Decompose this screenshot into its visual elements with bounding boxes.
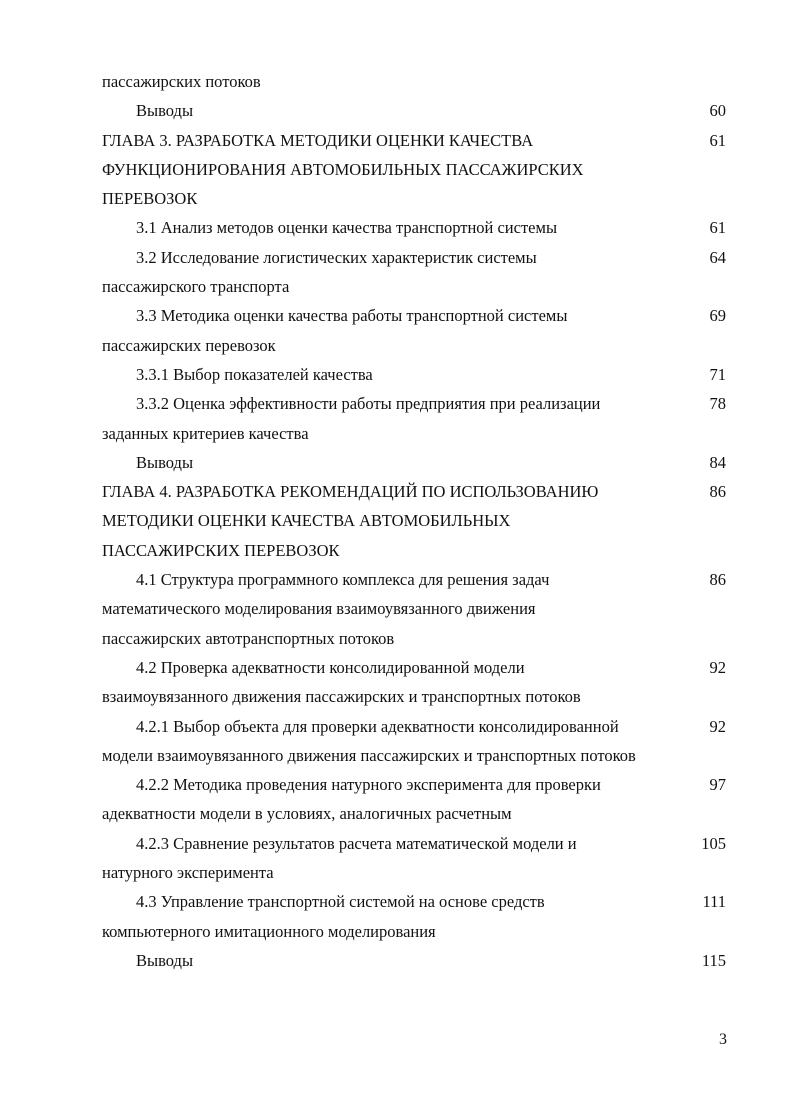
toc-entry-text: взаимоувязанного движения пассажирских и транспортных потоков <box>102 687 581 707</box>
toc-entry-page: 64 <box>709 247 726 267</box>
toc-line <box>102 829 730 858</box>
toc-entry-text: 4.2.3 Сравнение результатов расчета математической модели и <box>136 833 577 853</box>
toc-line <box>102 536 730 565</box>
toc-line <box>102 712 730 741</box>
toc-entry-page: 97 <box>709 775 726 795</box>
toc-entry-text: ГЛАВА 4. РАЗРАБОТКА РЕКОМЕНДАЦИЙ ПО ИСПОЛЬЗОВАНИЮ <box>102 482 599 502</box>
toc-entry-text: пассажирского транспорта <box>102 277 290 297</box>
toc-line <box>102 565 730 594</box>
toc-line <box>102 243 730 272</box>
toc-entry-text: 4.2.1 Выбор объекта для проверки адекватности консолидированной <box>136 716 619 736</box>
toc-entry-text: пассажирских перевозок <box>102 335 276 355</box>
toc-entry-page: 60 <box>709 101 726 121</box>
toc-line <box>102 67 730 96</box>
toc-entry-text: МЕТОДИКИ ОЦЕНКИ КАЧЕСТВА АВТОМОБИЛЬНЫХ <box>102 511 511 531</box>
toc-entry-page: 84 <box>709 452 726 472</box>
toc-line <box>102 419 730 448</box>
toc-entry-text: ПЕРЕВОЗОК <box>102 189 198 209</box>
toc-entry-text: математического моделирования взаимоувязанного движения <box>102 599 536 619</box>
toc-entry-text: Выводы <box>136 950 194 970</box>
toc-entry-text: 4.2 Проверка адекватности консолидированной модели <box>136 657 525 677</box>
toc-entry-text: натурного эксперимента <box>102 863 274 883</box>
toc-line <box>102 213 730 242</box>
toc-entry-page: 71 <box>709 364 726 384</box>
toc-line <box>102 155 730 184</box>
toc-line <box>102 506 730 535</box>
toc-line <box>102 946 730 975</box>
page-number: 3 <box>719 1031 727 1048</box>
toc-line <box>102 126 730 155</box>
toc-entry-text: ГЛАВА 3. РАЗРАБОТКА МЕТОДИКИ ОЦЕНКИ КАЧЕСТВА <box>102 130 534 150</box>
toc-entry-page: 92 <box>709 657 726 677</box>
toc-line <box>102 799 730 828</box>
toc-entry-text: ПАССАЖИРСКИХ ПЕРЕВОЗОК <box>102 540 340 560</box>
toc-line <box>102 770 730 799</box>
toc-entry-page: 69 <box>709 306 726 326</box>
toc-line <box>102 887 730 916</box>
toc-line <box>102 448 730 477</box>
toc-entry-page: 61 <box>709 130 726 150</box>
toc-line <box>102 331 730 360</box>
toc-entry-text: пассажирских потоков <box>102 72 261 91</box>
toc-entry-page: 78 <box>709 394 726 414</box>
toc-entry-text: модели взаимоувязанного движения пассажирских и транспортных потоков <box>102 745 636 765</box>
toc-line <box>102 594 730 623</box>
toc-entry-page: 86 <box>709 482 726 502</box>
toc-entry-text: 3.3 Методика оценки качества работы транспортной системы <box>136 306 568 326</box>
toc-line <box>102 653 730 682</box>
toc-entry-page: 92 <box>709 716 726 736</box>
toc-entry-page: 115 <box>701 950 726 970</box>
toc-entry-text: 4.2.2 Методика проведения натурного эксперимента для проверки <box>136 775 601 795</box>
toc-line <box>102 624 730 653</box>
toc-entry-text: компьютерного имитационного моделирования <box>102 921 436 941</box>
toc-entry-page: 86 <box>709 570 726 590</box>
toc-line <box>102 184 730 213</box>
toc-line <box>102 96 730 125</box>
toc-line <box>102 301 730 330</box>
toc-entry-text: 4.3 Управление транспортной системой на основе средств <box>136 892 545 912</box>
toc-entry-text: Выводы <box>136 452 194 472</box>
toc-entry-text: 3.2 Исследование логистических характеристик системы <box>136 247 537 267</box>
toc-line <box>102 917 730 946</box>
toc-entry-page: 61 <box>709 218 726 238</box>
table-of-contents <box>102 67 730 975</box>
toc-entry-text: адекватности модели в условиях, аналогичных расчетным <box>102 804 512 824</box>
toc-entry-text: пассажирских автотранспортных потоков <box>102 628 395 648</box>
toc-entry-text: заданных критериев качества <box>102 423 309 443</box>
toc-line <box>102 272 730 301</box>
toc-entry-text: 4.1 Структура программного комплекса для решения задач <box>136 570 550 590</box>
toc-line <box>102 682 730 711</box>
toc-line <box>102 741 730 770</box>
toc-line <box>102 389 730 418</box>
toc-entry-page: 111 <box>702 892 726 912</box>
toc-line <box>102 360 730 389</box>
toc-entry-text: 3.1 Анализ методов оценки качества транспортной системы <box>136 218 558 238</box>
toc-entry-text: Выводы <box>136 101 194 121</box>
toc-entry-text: ФУНКЦИОНИРОВАНИЯ АВТОМОБИЛЬНЫХ ПАССАЖИРСКИХ <box>102 159 584 179</box>
toc-entry-page: 105 <box>701 833 726 853</box>
toc-entry-text: 3.3.1 Выбор показателей качества <box>136 364 373 384</box>
toc-entry-text: 3.3.2 Оценка эффективности работы предприятия при реализации <box>136 394 601 414</box>
toc-line <box>102 477 730 506</box>
toc-line <box>102 858 730 887</box>
